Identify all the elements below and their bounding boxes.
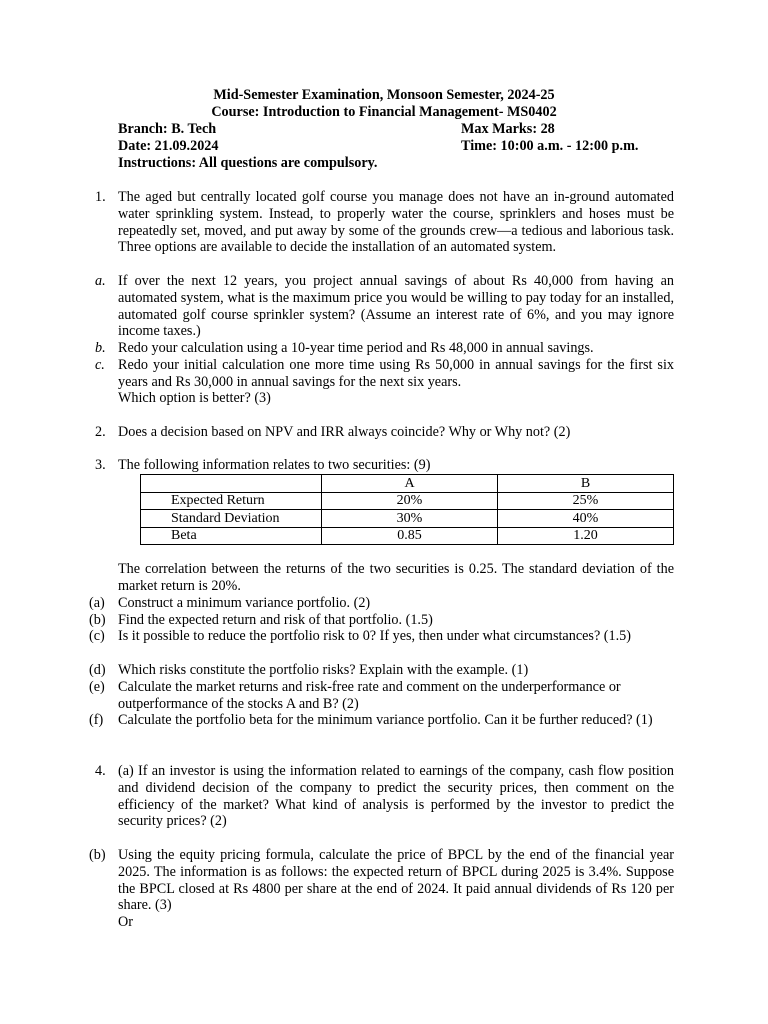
subpart-label: (a) — [89, 595, 105, 611]
question-1-which: Which option is better? (3) — [118, 390, 271, 406]
subpart-label: (b) — [89, 847, 106, 863]
branch: Branch: B. Tech — [118, 121, 217, 137]
subpart-label: (f) — [89, 712, 104, 728]
securities-table — [140, 474, 674, 545]
question-3-correlation: The correlation between the returns of the two securities is 0.25. The standard deviation of the market return is 20%. — [118, 561, 674, 594]
table-row — [141, 527, 674, 545]
cell-a: 20% — [322, 492, 498, 510]
question-3b-text: Find the expected return and risk of that portfolio. (1.5) — [118, 612, 433, 628]
subpart-label: (b) — [89, 612, 106, 628]
question-1a-text: If over the next 12 years, you project annual savings of about Rs 40,000 from having an automated system, what is the maximum price you would be willing to pay today for an installed, automated golf course sprinkler system? (Assume an interest rate of 6%, and you may ignore income taxes.) — [118, 273, 674, 340]
cell-a: 30% — [322, 510, 498, 528]
column-header-a: A — [322, 475, 498, 493]
instructions: Instructions: All questions are compulsory. — [118, 155, 378, 171]
table-header-row — [141, 475, 674, 493]
subpart-label: b. — [95, 340, 106, 356]
question-3-intro: The following information relates to two securities: (9) — [118, 457, 431, 473]
subpart-label: (c) — [89, 628, 105, 644]
question-3c-text: Is it possible to reduce the portfolio risk to 0? If yes, then under what circumstances? (1.5) — [118, 628, 631, 644]
row-label: Standard Deviation — [141, 510, 322, 528]
question-number: 3. — [95, 457, 106, 473]
question-4-or: Or — [118, 914, 133, 930]
exam-date: Date: 21.09.2024 — [118, 138, 219, 154]
question-number: 4. — [95, 763, 106, 779]
subpart-label: (e) — [89, 679, 105, 695]
question-3d-text: Which risks constitute the portfolio risks? Explain with the example. (1) — [118, 662, 529, 678]
subpart-label: c. — [95, 357, 105, 373]
table-row — [141, 510, 674, 528]
question-3f-text: Calculate the portfolio beta for the minimum variance portfolio. Can it be further reduced? (1) — [118, 712, 653, 728]
question-1b-text: Redo your calculation using a 10-year time period and Rs 48,000 in annual savings. — [118, 340, 594, 356]
question-3a-text: Construct a minimum variance portfolio. (2) — [118, 595, 371, 611]
question-4a-text: (a) If an investor is using the information related to earnings of the company, cash flow position and dividend decision of the company to predict the security prices, then comment on the efficiency of the market? What kind of analysis is performed by the investor to predict the security prices? (2) — [118, 763, 674, 830]
table-corner-cell — [141, 475, 322, 493]
question-number: 1. — [95, 189, 106, 205]
subpart-label: a. — [95, 273, 106, 289]
exam-time: Time: 10:00 a.m. - 12:00 p.m. — [461, 138, 639, 154]
row-label: Expected Return — [141, 492, 322, 510]
column-header-b: B — [498, 475, 674, 493]
question-number: 2. — [95, 424, 106, 440]
cell-b: 25% — [498, 492, 674, 510]
cell-b: 1.20 — [498, 527, 674, 545]
row-label: Beta — [141, 527, 322, 545]
question-1-text: The aged but centrally located golf course you manage does not have an in-ground automated water sprinkling system. Instead, to properly water the course, sprinklers and hoses must be repeatedly set, moved, and put away by some of the grounds crew—a tedious and laborious task. Three options are available to decide the installation of an automated system. — [118, 189, 674, 256]
question-2-text: Does a decision based on NPV and IRR always coincide? Why or Why not? (2) — [118, 424, 571, 440]
course-title: Course: Introduction to Financial Management- MS0402 — [211, 104, 557, 120]
exam-title: Mid-Semester Examination, Monsoon Semester, 2024-25 — [213, 87, 555, 103]
max-marks: Max Marks: 28 — [461, 121, 555, 137]
subpart-label: (d) — [89, 662, 106, 678]
cell-a: 0.85 — [322, 527, 498, 545]
question-1c-text: Redo your initial calculation one more time using Rs 50,000 in annual savings for the first six years and Rs 30,000 in annual savings for the next six years. — [118, 357, 674, 390]
table-row — [141, 492, 674, 510]
question-3e-text: Calculate the market returns and risk-free rate and comment on the underperformance or outperformance of the stocks A and B? (2) — [118, 679, 621, 712]
cell-b: 40% — [498, 510, 674, 528]
question-4b-text: Using the equity pricing formula, calculate the price of BPCL by the end of the financial year 2025. The information is as follows: the expected return of BPCL during 2025 is 3.4%. Suppose the BPCL closed at Rs 4800 per share at the end of 2024. It paid annual dividends of Rs 120 per share. (3) — [118, 847, 674, 914]
